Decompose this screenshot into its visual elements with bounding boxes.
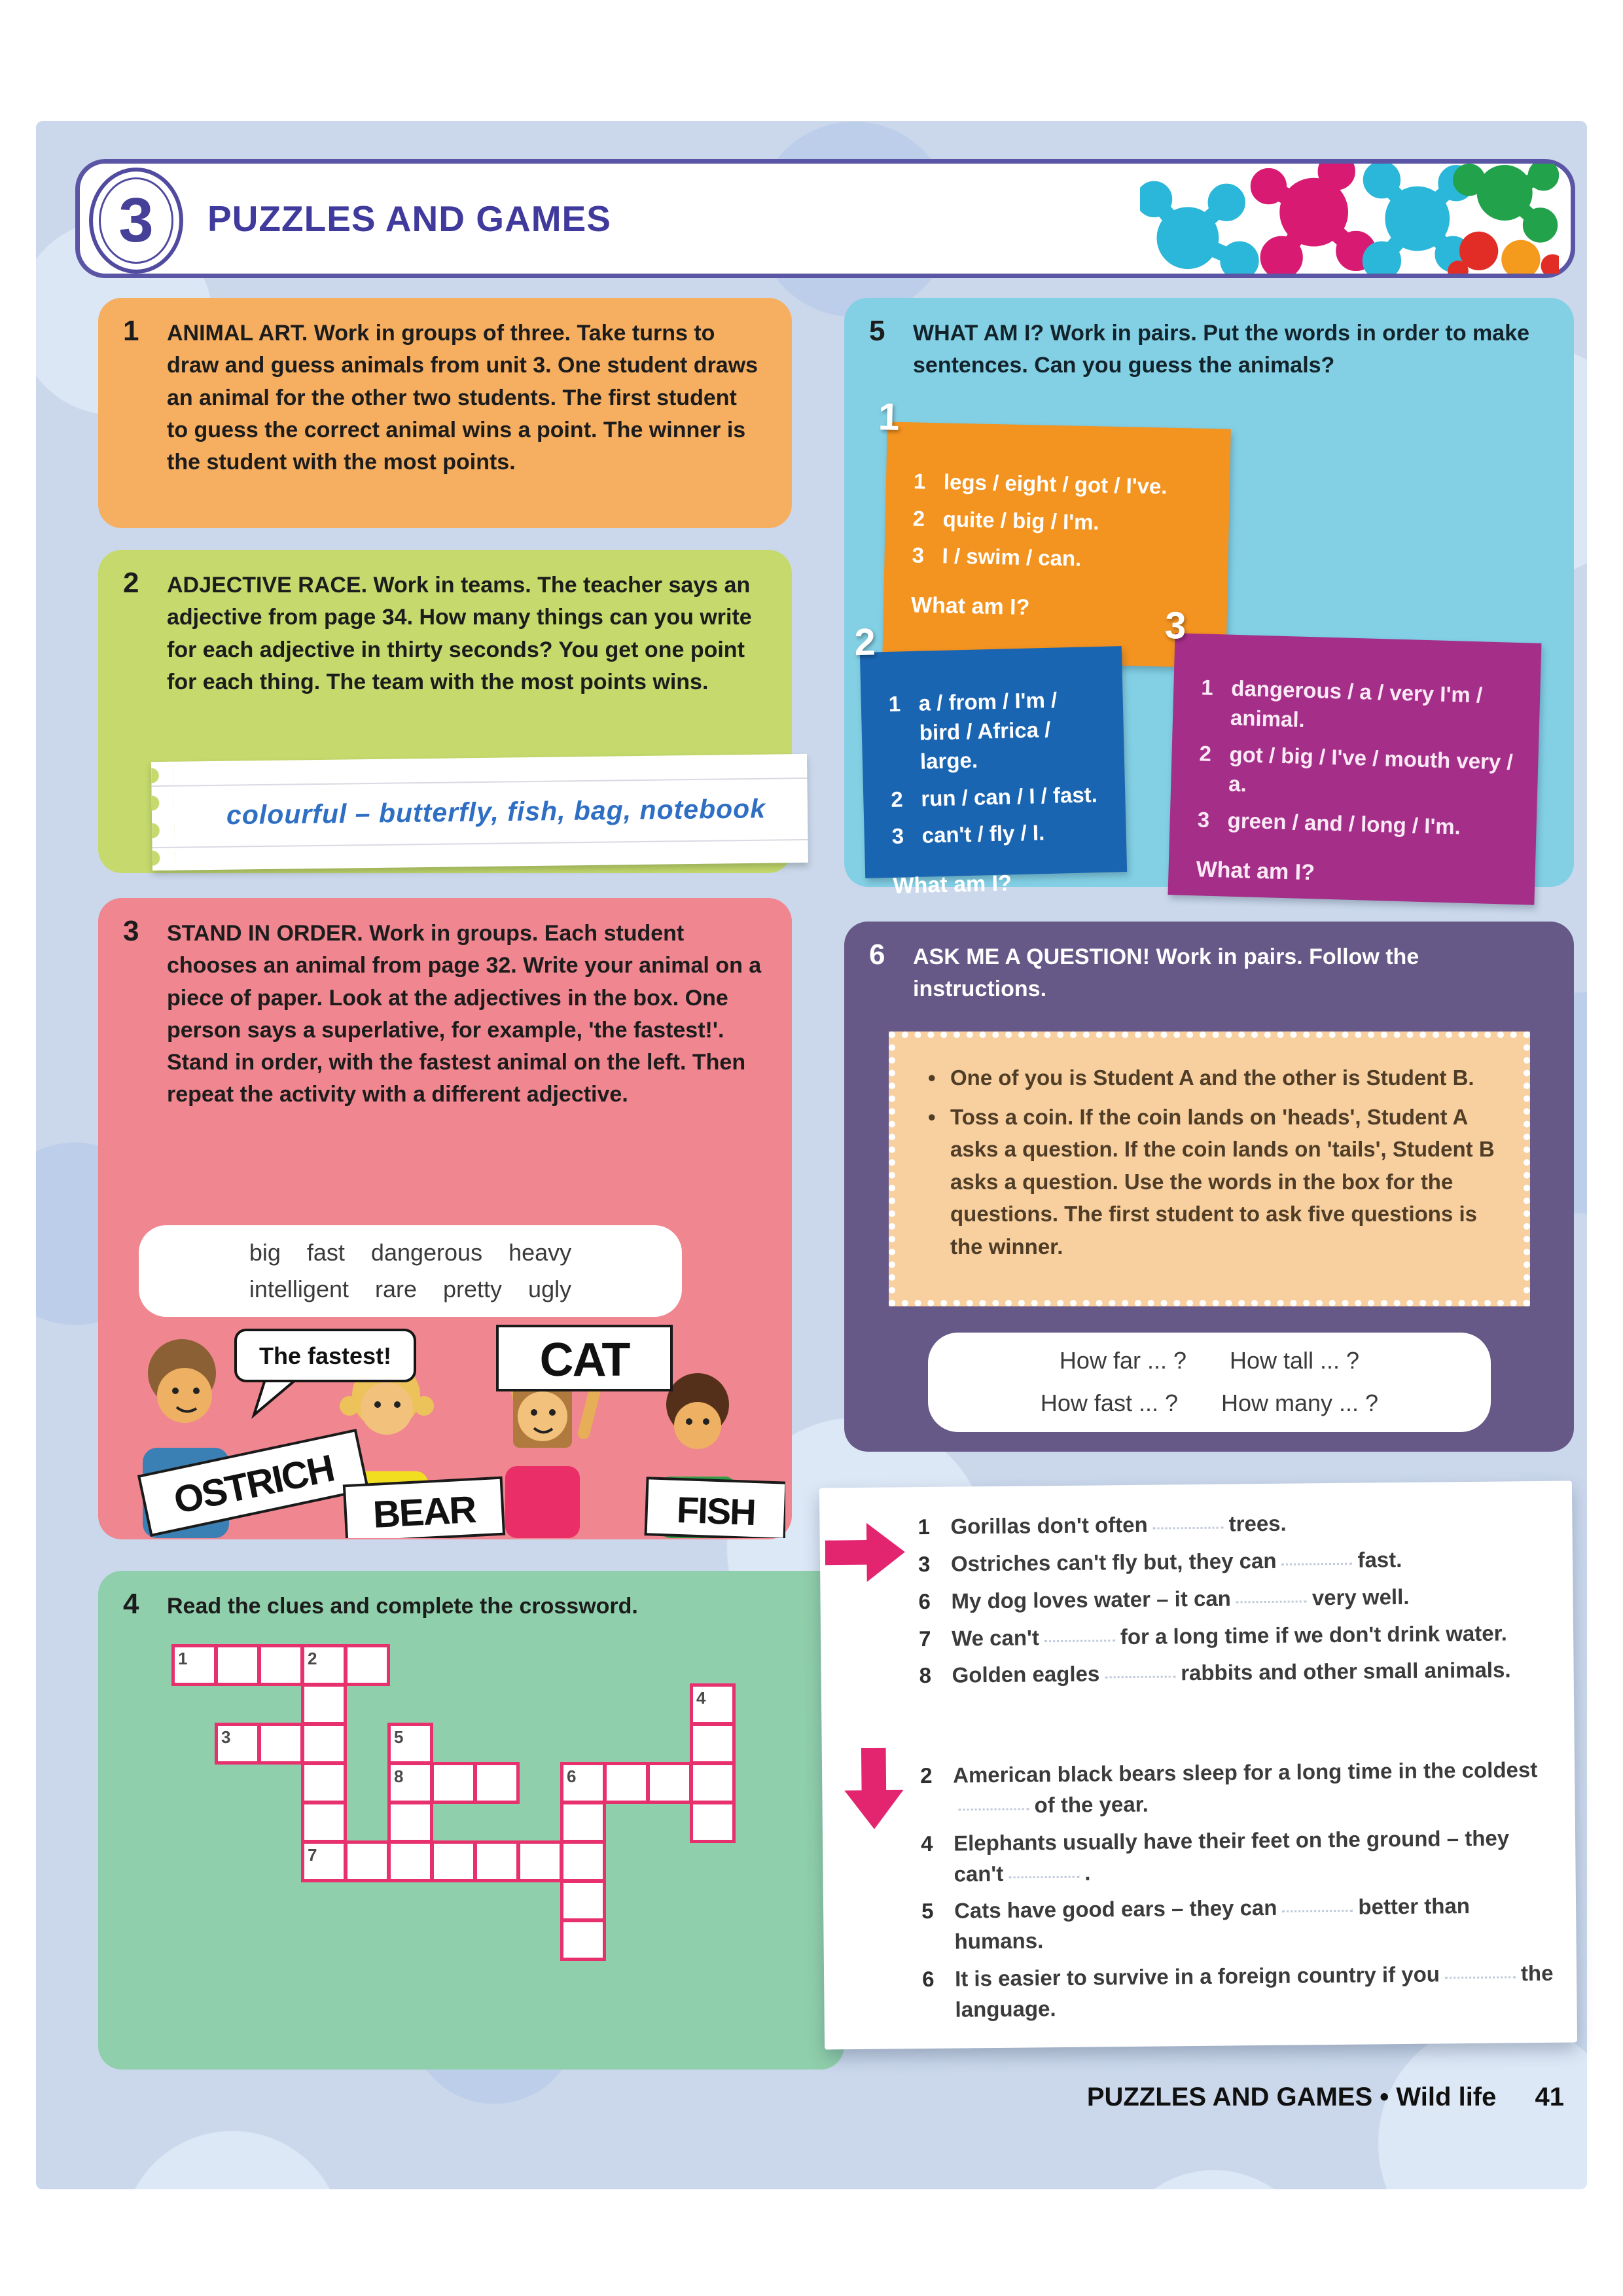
handwritten-example: colourful – butterfly, fish, bag, notebook <box>226 793 766 831</box>
crossword-cell[interactable] <box>690 1762 736 1804</box>
clue-down-2: 2 American black bears sleep for a long time in the coldestof the year. <box>919 1757 1538 1818</box>
crossword-cell[interactable] <box>560 1762 606 1804</box>
answer-blank[interactable] <box>1044 1640 1115 1642</box>
unit-number-badge <box>89 168 183 274</box>
clue-across-6: 6 My dog loves water – it can very well. <box>918 1584 1410 1613</box>
crossword-cell[interactable] <box>517 1840 563 1882</box>
activity-5-instructions: WHAT AM I? Work in pairs. Put the words in order to make sentences. Can you guess the animals? <box>913 321 1530 378</box>
card-2-label: 2 <box>853 620 876 664</box>
crossword-cell[interactable] <box>647 1762 692 1804</box>
crossword-cell[interactable] <box>431 1840 476 1882</box>
adjective-line-2: intelligent rare pretty ugly <box>249 1276 572 1302</box>
card-2-item-2: run / can / I / fast. <box>920 781 1098 811</box>
clue-down-5: 5 Cats have good ears – they can better than humans. <box>921 1893 1471 1954</box>
activity-2-number: 2 <box>123 567 139 599</box>
clue-down-6: 6 It is easier to survive in a foreign country if you the language. <box>921 1960 1554 2022</box>
adjective-line-1: big fast dangerous heavy <box>249 1239 572 1266</box>
question-how-fast: How fast ... ? <box>1040 1390 1178 1416</box>
crossword-cell[interactable] <box>690 1801 736 1843</box>
answer-blank[interactable] <box>1445 1977 1516 1979</box>
crossword-cell[interactable] <box>258 1644 304 1686</box>
clue-down-4: 4 Elephants usually have their feet on the ground – they can't . <box>920 1825 1510 1886</box>
answer-blank[interactable] <box>959 1808 1029 1810</box>
crossword-cell[interactable] <box>690 1723 736 1765</box>
crossword-cell[interactable] <box>215 1644 260 1686</box>
crossword-cell[interactable] <box>387 1723 433 1765</box>
clue-across-1: 1 Gorillas don't often trees. <box>918 1511 1287 1539</box>
activity-2-box <box>98 550 792 873</box>
sign-cat <box>497 1326 671 1390</box>
what-am-i-card-1: 1 1 legs / eight / got / I've. 2 quite / big / I'm. 3 I / swim / can. What am I? <box>882 422 1231 668</box>
crossword-cell[interactable] <box>431 1762 476 1804</box>
activity-5-box <box>844 298 1574 899</box>
activity-1-number: 1 <box>123 315 139 347</box>
card-1-question: What am I? <box>910 592 1030 620</box>
cartoon-illustration <box>105 1322 785 1541</box>
sign-ostrich <box>139 1430 368 1535</box>
activity-5-number: 5 <box>869 315 885 347</box>
answer-blank[interactable] <box>1105 1676 1175 1679</box>
crossword-cell[interactable] <box>171 1644 217 1686</box>
crossword-cell[interactable] <box>301 1723 347 1765</box>
activity-6-box <box>844 922 1574 1452</box>
crossword-grid <box>171 1644 747 1971</box>
answer-blank[interactable] <box>1008 1875 1079 1878</box>
crossword-cell[interactable] <box>344 1644 390 1686</box>
page-header <box>75 159 1575 278</box>
footer-section: PUZZLES AND GAMES <box>1086 2083 1373 2111</box>
activity-3-box <box>98 898 792 1539</box>
question-words-box <box>928 1333 1491 1432</box>
crossword-cell[interactable] <box>301 1762 347 1804</box>
instruction-bullet-2: • Toss a coin. If the coin lands on 'heads', Student A asks a question. If the coin lands on 'tails', Student B asks a question. Use the words in the box for the questions. The first student to ask five questions is the winner. <box>923 1101 1497 1263</box>
activity-1-box <box>98 298 792 528</box>
question-how-many: How many ... ? <box>1221 1390 1379 1416</box>
svg-text:FISH: FISH <box>676 1488 756 1534</box>
crossword-cell[interactable] <box>301 1683 347 1725</box>
card-3-item-2: got / big / I've / mouth very / a. <box>1228 742 1514 797</box>
page-number: 41 <box>1535 2083 1564 2111</box>
question-how-tall: How tall ... ? <box>1230 1347 1360 1374</box>
unit-number: 3 <box>118 185 154 255</box>
card-3-item-3: green / and / long / I'm. <box>1227 808 1461 839</box>
clue-across-3: 3 Ostriches can't fly but, they can fast. <box>918 1547 1402 1576</box>
activity-4-number: 4 <box>123 1588 139 1620</box>
activity-4-instructions: Read the clues and complete the crossword. <box>167 1594 638 1619</box>
card-2-question: What am I? <box>893 870 1012 899</box>
svg-text:OSTRICH: OSTRICH <box>170 1446 338 1522</box>
page-title: PUZZLES AND GAMES <box>207 198 611 239</box>
crossword-cell[interactable] <box>560 1801 606 1843</box>
crossword-cell[interactable] <box>560 1880 606 1922</box>
card-1-item-3: I / swim / can. <box>942 543 1082 571</box>
card-3-item-1: dangerous / a / very I'm / animal. <box>1230 675 1483 732</box>
card-1-item-1: legs / eight / got / I've. <box>943 469 1168 499</box>
page-footer <box>0 2083 1564 2112</box>
crossword-cell[interactable] <box>560 1919 606 1961</box>
across-clues-list <box>918 1506 1558 1698</box>
molecule-decoration-icon <box>1140 164 1559 277</box>
crossword-cell[interactable] <box>603 1762 649 1804</box>
activity-3-instructions: STAND IN ORDER. Work in groups. Each student chooses an animal from page 32. Write your animal on a piece of paper. Look at the adjectives in the box. One person says a superlative, for example, 'the fastest!'. Stand in order, with the fastest animal on the left. Then repeat the activity with a different adjective. <box>167 921 762 1107</box>
question-how-far: How far ... ? <box>1059 1347 1186 1374</box>
crossword-cell-number: 6 <box>567 1767 577 1786</box>
instruction-bullet-1: • One of you is Student A and the other is Student B. <box>923 1062 1497 1094</box>
crossword-cell[interactable] <box>301 1644 347 1686</box>
crossword-cell[interactable] <box>301 1840 347 1882</box>
down-clues-list <box>920 1755 1561 2032</box>
activity-3-number: 3 <box>123 915 139 947</box>
activity-1-instructions: ANIMAL ART. Work in groups of three. Take turns to draw and guess animals from unit 3. One student draws an animal for the other two students. The first student to guess the correct animal wins a point. The winner is the student with the most points. <box>167 321 758 475</box>
crossword-cell-number: 1 <box>178 1649 188 1668</box>
card-3-question: What am I? <box>1196 857 1315 886</box>
crossword-cell[interactable] <box>387 1762 433 1804</box>
instructions-panel <box>889 1031 1530 1306</box>
footer-topic: Wild life <box>1396 2083 1497 2111</box>
crossword-cell[interactable] <box>301 1801 347 1843</box>
what-am-i-card-3: 3 1 dangerous / a / very I'm / animal. 2 got / big / I've / mouth very / a. 3 green / and / long / I'm. What am I? <box>1168 633 1542 905</box>
clue-across-7: 7 We can't for a long time if we don't drink water. <box>918 1621 1507 1651</box>
svg-text:CAT: CAT <box>539 1334 630 1386</box>
card-1-item-2: quite / big / I'm. <box>942 506 1099 534</box>
card-2-item-1: a / from / I'm / bird / Africa / large. <box>918 687 1058 774</box>
answer-blank[interactable] <box>1236 1600 1307 1603</box>
answer-blank[interactable] <box>1282 1910 1353 1912</box>
crossword-cell-number: 3 <box>221 1727 231 1747</box>
answer-blank[interactable] <box>1282 1563 1353 1566</box>
activity-6-instructions: ASK ME A QUESTION! Work in pairs. Follow the instructions. <box>913 944 1419 1002</box>
crossword-cell[interactable] <box>258 1723 304 1765</box>
crossword-cell-number: 7 <box>308 1845 317 1865</box>
svg-text:BEAR: BEAR <box>372 1488 476 1536</box>
sign-fish <box>646 1478 785 1538</box>
crossword-cell[interactable] <box>387 1801 433 1843</box>
sign-bear <box>344 1478 504 1538</box>
card-3-label: 3 <box>1164 603 1187 647</box>
crossword-clues-note <box>819 1481 1577 2050</box>
crossword-cell[interactable] <box>560 1840 606 1882</box>
crossword-cell[interactable] <box>474 1762 520 1804</box>
activity-2-instructions: ADJECTIVE RACE. Work in teams. The teacher says an adjective from page 34. How many things can you write for each adjective in thirty seconds? You get one point for each thing. The team with the most points wins. <box>167 573 752 694</box>
adjective-word-box <box>139 1225 682 1317</box>
card-2-item-3: can't / fly / I. <box>921 820 1045 848</box>
crossword-cell[interactable] <box>690 1683 736 1725</box>
across-arrow-icon <box>825 1521 905 1583</box>
svg-text:The fastest!: The fastest! <box>259 1342 392 1369</box>
activity-4-box <box>98 1571 844 2070</box>
crossword-cell-number: 5 <box>394 1727 404 1747</box>
card-1-label: 1 <box>878 395 900 439</box>
torn-edge-decoration <box>151 762 175 870</box>
crossword-cell[interactable] <box>387 1840 433 1882</box>
crossword-cell-number: 4 <box>696 1688 706 1708</box>
note-paper <box>151 754 808 870</box>
answer-blank[interactable] <box>1153 1527 1224 1530</box>
down-arrow-icon <box>843 1748 905 1829</box>
crossword-cell-number: 8 <box>394 1767 404 1786</box>
crossword-cell-number: 2 <box>308 1649 317 1668</box>
crossword-cell[interactable] <box>474 1840 520 1882</box>
crossword-cell[interactable] <box>344 1840 390 1882</box>
what-am-i-card-2: 2 1 a / from / I'm / bird / Africa / large. 2 run / can / I / fast. 3 can't / fly / I. What am I? <box>860 646 1127 878</box>
footer-separator: • <box>1380 2083 1389 2111</box>
crossword-cell[interactable] <box>215 1723 260 1765</box>
activity-6-number: 6 <box>869 939 885 971</box>
clue-across-8: 8 Golden eagles rabbits and other small animals. <box>919 1657 1511 1688</box>
